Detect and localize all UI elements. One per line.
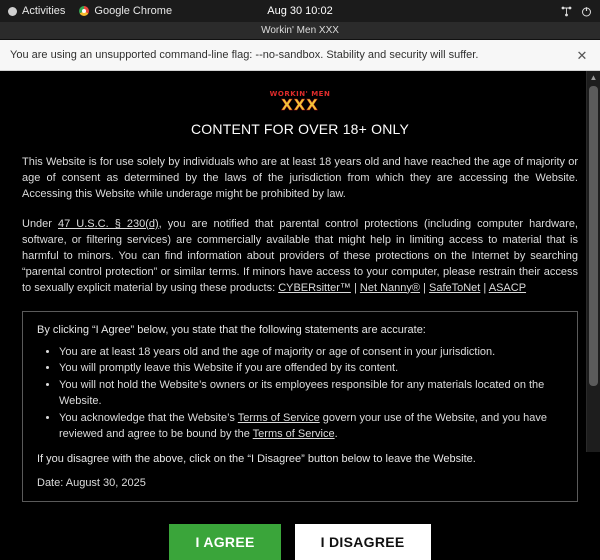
agreement-bullet-list — [37, 344, 563, 443]
agreement-date: Date: August 30, 2025 — [37, 476, 146, 489]
filter-link-cybersitter[interactable]: CYBERsitter™ — [278, 281, 351, 294]
statute-mid-text: , you are notified that parental control protections (including computer hardware, software, or filtering services) are commercially available that might help in limiting access to material that is harmful to minors. You can find information about providers of these protections on the Internet by searching “parental control protection” or similar terms. If minors have access to your computer, please restrain their access to sexually explicit material by using these products: — [22, 217, 578, 294]
list-item: • You will promptly leave this Website if you are offended by its content. — [59, 360, 563, 377]
site-logo — [22, 91, 578, 113]
terms-of-service-link-1[interactable]: Terms of Service — [237, 411, 320, 424]
filter-link-safetonet[interactable]: SafeToNet — [428, 281, 481, 294]
statute-link[interactable]: 47 U.S.C. § 230(d) — [58, 217, 159, 230]
logo-bottom-text: XXX — [281, 96, 319, 114]
filter-link-netnanny[interactable]: Net Nanny® — [359, 281, 420, 294]
system-top-bar — [0, 0, 600, 22]
bullet4-mid: govern your use of the Website, and you have reviewed and agree to be bound by the — [59, 411, 547, 440]
network-icon[interactable] — [561, 6, 572, 17]
window-title-bar — [0, 22, 600, 40]
app-menu-chrome[interactable] — [79, 5, 172, 17]
statute-pre-text: Under — [22, 217, 58, 230]
activities-dot-icon — [8, 7, 17, 16]
logo-top-text: WORKIN' MEN — [269, 90, 331, 98]
page-content — [0, 71, 600, 550]
list-item-terms — [59, 410, 563, 443]
agree-button[interactable]: I AGREE — [169, 524, 280, 560]
clock[interactable]: Aug 30 10:02 — [267, 5, 333, 17]
filter-link-asacp[interactable]: ASACP — [488, 281, 527, 294]
scrollbar-thumb[interactable] — [589, 86, 598, 386]
parental-controls-paragraph — [22, 217, 578, 297]
list-item: • You will not hold the Website’s owners or its employees responsible for any materials located on the Website. — [59, 377, 563, 410]
logo-graphic — [270, 91, 331, 113]
page-scrollbar[interactable] — [586, 71, 600, 452]
app-name-label: Google Chrome — [94, 5, 173, 17]
activities-label: Activities — [22, 5, 66, 17]
list-item: • You are at least 18 years old and the age of majority or age of consent in your jurisdiction. — [59, 344, 563, 361]
bullet4-post: . — [334, 428, 338, 440]
terms-of-service-link-2[interactable]: Terms of Service — [252, 428, 335, 440]
command-line-flag-infobar — [0, 40, 600, 71]
filter-sep-1: | — [350, 281, 360, 294]
filter-sep-3: | — [480, 281, 489, 294]
disagree-instruction: If you disagree with the above, click on the “I Disagree” button below to leave the Website. — [37, 452, 476, 465]
age-requirement-paragraph: This Website is for use solely by individuals who are at least 18 years old and have reached the age of majority or age of consent as determined by the laws of the jurisdiction from which they are accessing the Website. Accessing this Website while underage might be prohibited by law. — [22, 156, 578, 200]
age-verification-panel — [0, 71, 600, 560]
page-title: CONTENT FOR OVER 18+ ONLY — [190, 121, 410, 137]
system-bar-right — [561, 6, 600, 17]
close-icon[interactable]: ✕ — [576, 47, 588, 63]
filter-sep-2: | — [420, 281, 429, 294]
scroll-up-arrow-icon[interactable]: ▲ — [589, 73, 598, 82]
bullet4-pre: You acknowledge that the Website’s — [59, 411, 238, 424]
chrome-icon — [79, 6, 89, 16]
action-buttons — [22, 524, 578, 560]
disagree-button[interactable]: I DISAGREE — [295, 524, 431, 560]
agreement-lead: By clicking “I Agree” below, you state that the following statements are accurate: — [37, 323, 426, 336]
agreement-box — [22, 311, 578, 502]
power-icon[interactable] — [581, 6, 592, 17]
window-title: Workin' Men XXX — [261, 25, 339, 36]
activities-button[interactable] — [8, 5, 65, 17]
infobar-message: You are using an unsupported command-line flag: --no-sandbox. Stability and security will suffer. — [10, 49, 479, 61]
system-bar-left — [0, 5, 172, 17]
